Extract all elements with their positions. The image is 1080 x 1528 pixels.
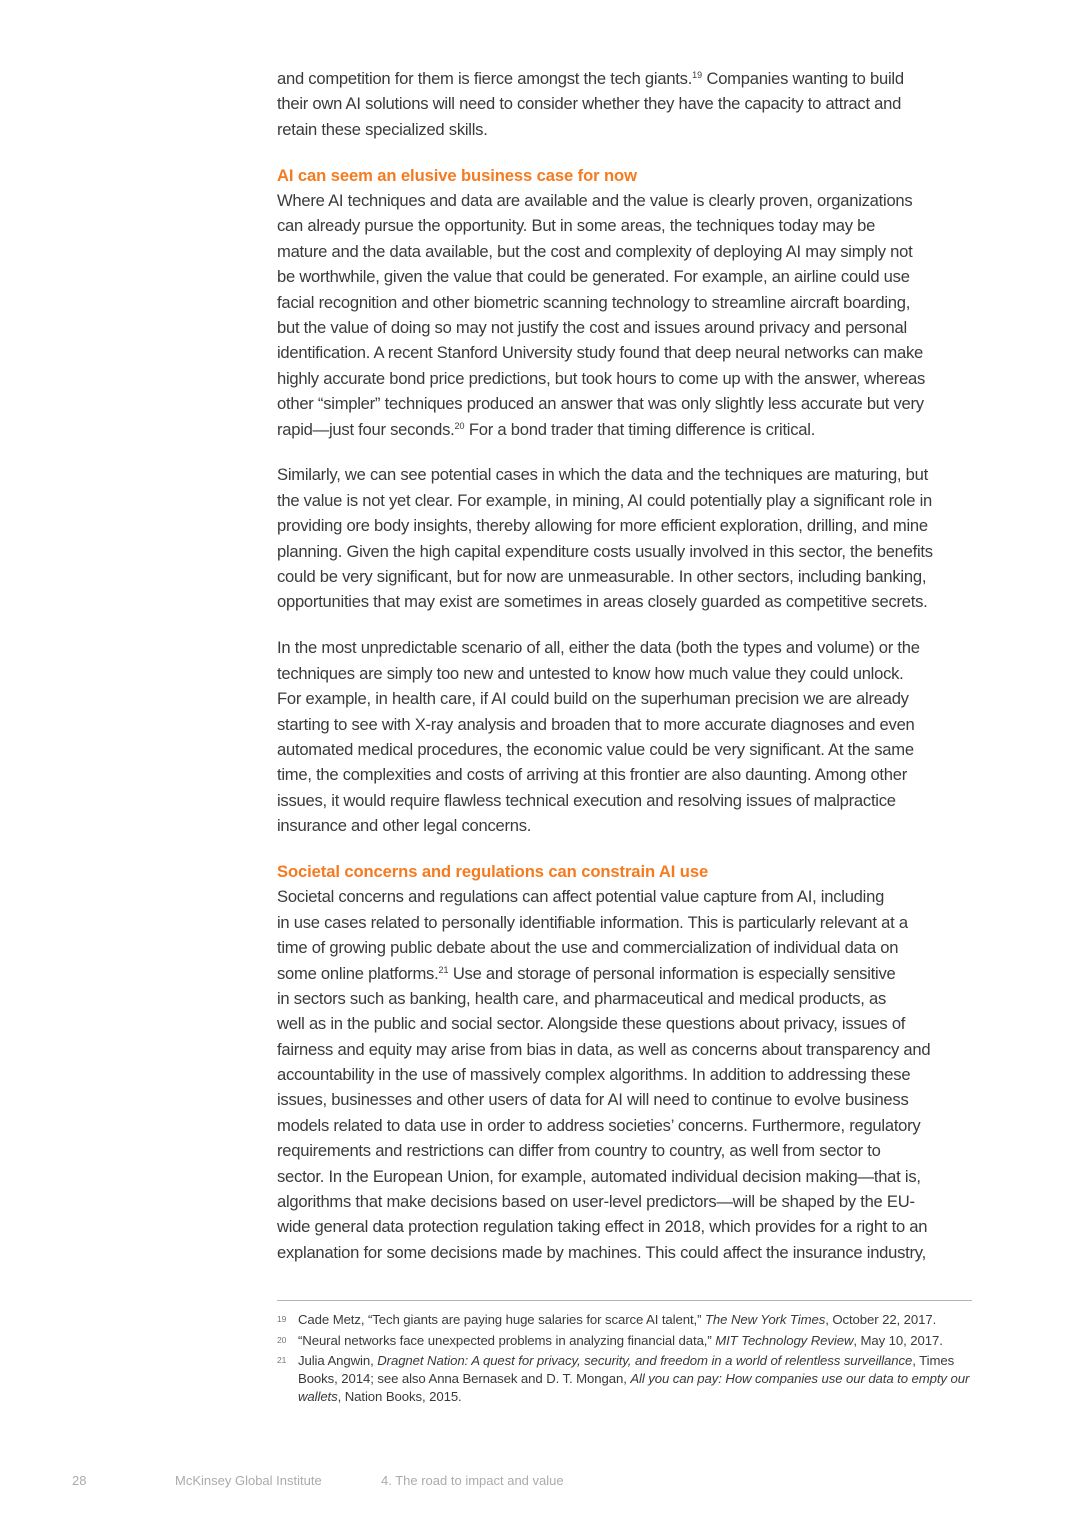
chapter-title: 4. The road to impact and value (381, 1473, 564, 1488)
text-line: their own AI solutions will need to consider whether they have the capacity to attract and (277, 94, 902, 114)
text-line: insurance and other legal concerns. (277, 816, 532, 836)
footnote-number: 21 (277, 1355, 287, 1365)
text-line: be worthwhile, given the value that could be generated. For example, an airline could use (277, 267, 910, 287)
paragraph (277, 859, 977, 1265)
footnote: 20 “Neural networks face unexpected problems in analyzing financial data,” MIT Technology Review, May 10, 2017. (277, 1332, 943, 1348)
text-line: models related to data use in order to address societies’ concerns. Furthermore, regulatory (277, 1115, 921, 1135)
footnote-reference[interactable]: 20 (454, 420, 465, 431)
footnote-number: 19 (277, 1314, 287, 1324)
paragraph (277, 462, 977, 614)
text-line: in use cases related to personally identifiable information. This is particularly relevant at a (277, 912, 908, 932)
text-line: mature and the data available, but the cost and complexity of deploying AI may simply not (277, 241, 913, 261)
footnotes (277, 1311, 977, 1409)
footnote-reference[interactable]: 19 (692, 70, 703, 80)
text-line: opportunities that may exist are sometimes in areas closely guarded as competitive secrets. (277, 592, 928, 612)
text-line: issues, it would require flawless technical execution and resolving issues of malpractice (277, 790, 896, 810)
section-heading: Societal concerns and regulations can constrain AI use (277, 861, 709, 881)
text-line: sector. In the European Union, for example, automated individual decision making—that is, (277, 1166, 921, 1186)
text-line: automated medical procedures, the economic value could be very significant. At the same (277, 739, 914, 759)
text-line: time, the complexities and costs of arriving at this frontier are also daunting. Among other (277, 765, 908, 785)
text-line: in sectors such as banking, health care, and pharmaceutical and medical products, as (277, 988, 886, 1008)
page-number: 28 (72, 1473, 87, 1488)
section-heading: AI can seem an elusive business case for now (277, 165, 637, 185)
text-line: Where AI techniques and data are available and the value is clearly proven, organizations (277, 191, 913, 211)
text-line: the value is not yet clear. For example, in mining, AI could potentially play a significant role in (277, 490, 933, 510)
text-line: algorithms that make decisions based on user-level predictors—will be shaped by the EU- (277, 1192, 915, 1212)
publication-title: Dragnet Nation: A quest for privacy, security, and freedom in a world of relentless surveillance (377, 1353, 913, 1368)
publication-title: All you can pay: How companies use our data to empty our wallets (298, 1371, 970, 1404)
text-line: highly accurate bond price predictions, but took hours to come up with the answer, whereas (277, 368, 926, 388)
publication-title: The New York Times (704, 1312, 826, 1327)
text-line: retain these specialized skills. (277, 119, 488, 139)
footnote-divider (277, 1300, 972, 1301)
paragraph (277, 635, 977, 838)
text-line: rapid—just four seconds.$^{20}$ For a bond trader that timing difference is critical. (277, 419, 816, 439)
footnote-reference[interactable]: 21 (438, 964, 449, 975)
text-line: some online platforms.$^{21}$ Use and storage of personal information is especially sensitive (277, 963, 896, 983)
text-line: fairness and equity may arise from bias in data, as well as concerns about transparency and (277, 1039, 931, 1059)
text-line: wide general data protection regulation taking effect in 2018, which provides for a right to an (277, 1217, 928, 1237)
text-line: and competition for them is fierce amongst the tech giants.$^{19}$ Companies wanting to build (277, 69, 904, 88)
text-line: well as in the public and social sector. Alongside these questions about privacy, issues of (277, 1014, 906, 1034)
text-line: requirements and restrictions can differ from country to country, as well from sector to (277, 1141, 881, 1161)
text-line: other “simpler” techniques produced an answer that was only slightly less accurate but very (277, 394, 924, 414)
text-line: Similarly, we can see potential cases in which the data and the techniques are maturing, but (277, 465, 928, 485)
text-line: issues, businesses and other users of data for AI will need to continue to evolve business (277, 1090, 909, 1110)
text-line: providing ore body insights, thereby allowing for more efficient exploration, drilling, and mine (277, 516, 928, 536)
footnote-number: 20 (277, 1334, 287, 1345)
text-line: planning. Given the high capital expenditure costs usually involved in this sector, the benefits (277, 541, 933, 561)
text-line: In the most unpredictable scenario of all, either the data (both the types and volume) or the (277, 638, 920, 658)
publication-title: MIT Technology Review (715, 1332, 854, 1348)
publisher-name: McKinsey Global Institute (175, 1473, 322, 1488)
text-line: can already pursue the opportunity. But in some areas, the techniques today may be (277, 216, 876, 236)
text-line: Societal concerns and regulations can affect potential value capture from AI, including (277, 887, 885, 907)
text-line: identification. A recent Stanford University study found that deep neural networks can make (277, 343, 923, 363)
text-line: time of growing public debate about the use and commercialization of individual data on (277, 938, 899, 958)
text-line: could be very significant, but for now are unmeasurable. In other sectors, including banking, (277, 567, 927, 587)
footnote: 19 Cade Metz, “Tech giants are paying huge salaries for scarce AI talent,” The New York Times, October 22, 2017. (277, 1312, 937, 1327)
text-line: explanation for some decisions made by machines. This could affect the insurance industry, (277, 1242, 926, 1262)
text-line: For example, in health care, if AI could build on the superhuman precision we are already (277, 689, 909, 709)
article-body (277, 66, 977, 1286)
text-line: starting to see with X-ray analysis and broaden that to more accurate diagnoses and even (277, 714, 915, 734)
paragraph (277, 163, 977, 442)
paragraph (277, 66, 977, 142)
text-line: techniques are simply too new and untested to know how much value they could unlock. (277, 663, 904, 683)
text-line: but the value of doing so may not justify the cost and issues around privacy and personal (277, 318, 907, 338)
text-line: accountability in the use of massively complex algorithms. In addition to addressing these (277, 1065, 911, 1085)
text-line: facial recognition and other biometric scanning technology to streamline aircraft boarding, (277, 292, 911, 312)
footnote: 21 Julia Angwin, Dragnet Nation: A quest for privacy, security, and freedom in a world of relentless surveillance, Times Books, 2014; see also Anna Bernasek and D. T. Mongan, All you can pay: How companies use our data to empty our wallets, Nation Books, 2015. (277, 1353, 970, 1404)
